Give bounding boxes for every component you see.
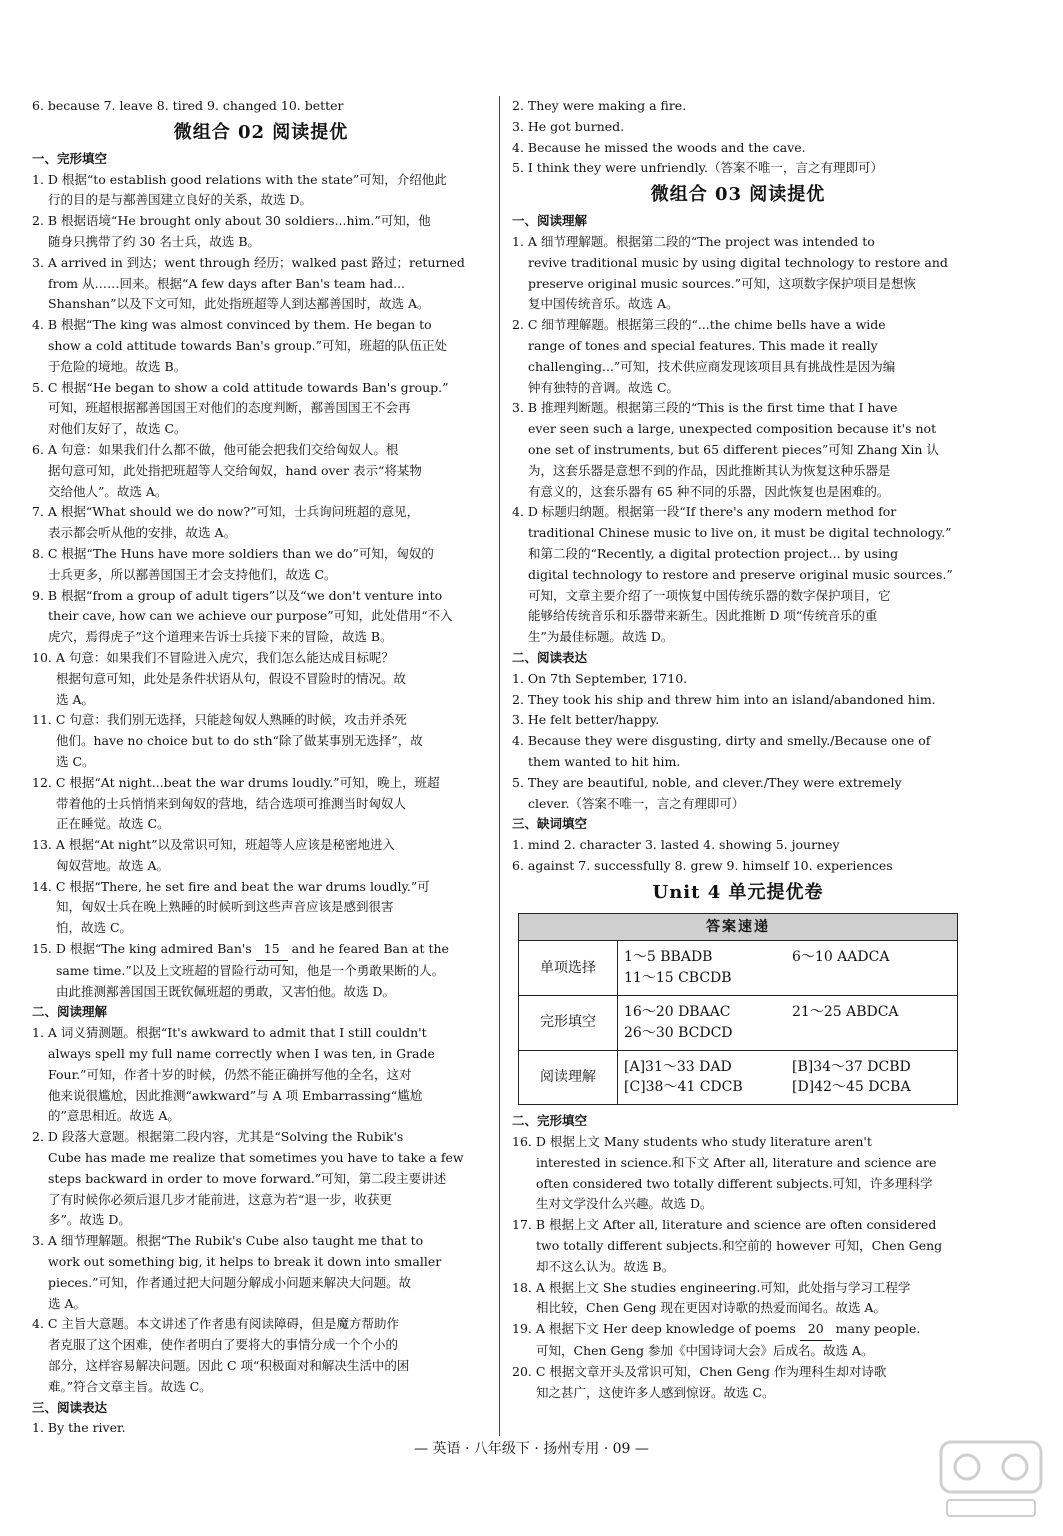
text-line: 5. They are beautiful, noble, and clever./They were extremely	[512, 774, 902, 790]
text-line: 1. mind 2. character 3. lasted 4. showing 5. journey	[512, 837, 840, 853]
text-line: revive traditional music by using digital technology to restore and	[528, 254, 948, 270]
text-line: 10. A 句意：如果我们不冒险进入虎穴，我们怎么能达成目标呢？	[32, 649, 394, 665]
text-line: 却不这么认为。故选 B。	[536, 1258, 675, 1274]
text-line: 正在睡觉。故选 C。	[56, 816, 170, 832]
text-line: 2. D 段落大意题。根据第二段内容，尤其是“Solving the Rubik's	[32, 1129, 404, 1145]
text-line: 选 A。	[48, 1295, 87, 1311]
watermark-logo	[937, 1436, 1045, 1522]
text-line: 1. A 词义猜测题。根据“It's awkward to admit that I still couldn't	[32, 1025, 427, 1041]
right-top-block	[512, 96, 964, 909]
column-divider	[499, 96, 500, 1436]
answer-cell: 26～30 BCDCD	[624, 1024, 733, 1041]
text-line: 据句意可知，此处指把班超等人交给匈奴，hand over 表示“将某物	[48, 462, 422, 478]
text-line: 18. A 根据上文 She studies engineering.可知，此处指与学习工程学	[512, 1279, 911, 1295]
text-line: 选 A。	[56, 691, 95, 707]
text-line: 20. C 根据文章开头及常识可知，Chen Geng 作为理科生却对诗歌	[512, 1363, 887, 1379]
text-line: 可知，文章主要介绍了一项恢复中国传统乐器的数字保护项目，它	[528, 587, 891, 603]
text-line: 6. against 7. successfully 8. grew 9. himself 10. experiences	[512, 857, 893, 873]
text-line: 1. On 7th September, 1710.	[512, 670, 688, 686]
text-line: Cube has made me realize that sometimes you have to take a few	[48, 1150, 464, 1166]
text-line: preserve original music sources.”可知，这项数字保护项目是想恢	[528, 275, 917, 291]
blank-underline: 15	[256, 939, 288, 961]
answer-cell: [B]34～37 DCBD	[792, 1058, 911, 1075]
subsection-title: 三、阅读表达	[32, 1399, 108, 1415]
left-column	[32, 96, 490, 1439]
row-label: 单项选择	[519, 941, 618, 996]
text-line: 7. A 根据“What should we do now?”可知，士兵询问班超的意见，	[32, 504, 420, 520]
answer-cell: [C]38～41 CDCB	[624, 1079, 743, 1096]
text-line: 怕，故选 C。	[56, 920, 133, 936]
text-line: 13. A 根据“At night”以及常识可知，班超等人应该是秘密地进入	[32, 837, 396, 853]
text-line: 选 C。	[56, 753, 95, 769]
text-line: clever.（答案不唯一，言之有理即可）	[528, 795, 745, 811]
text-line: 3. A 细节理解题。根据“The Rubik's Cube also taught me that to	[32, 1233, 424, 1249]
text-line: pieces.”可知，作者通过把大问题分解成小问题来解决大问题。故	[48, 1274, 412, 1290]
text-line: work out something big, it helps to break it down into smaller	[48, 1254, 442, 1270]
table-row	[519, 941, 958, 996]
text-line: 生”为最佳标题。故选 D。	[528, 629, 674, 645]
text-line: same time.”以及上文班超的冒险行动可知，他是一个勇敢果断的人。	[56, 962, 445, 978]
text-line: 由此推测鄯善国国王既钦佩班超的勇敢，又害怕他。故选 D。	[56, 983, 395, 999]
text-line: often considered two totally different subjects.可知，许多理科学	[536, 1175, 933, 1191]
text-line: Shanshan”以及下文可知，此处指班超等人到达鄯善国时，故选 A。	[48, 296, 430, 312]
blank-underline: 20	[800, 1319, 832, 1341]
section-heading: Unit 4 单元提优卷	[652, 881, 824, 903]
text-line: 4. D 标题归纳题。根据第一段“If there's any modern method for	[512, 504, 897, 520]
text-line: show a cold attitude towards Ban's group.”可知，班超的队伍正处	[48, 337, 448, 353]
subsection-title: 二、完形填空	[512, 1113, 588, 1129]
text-line: 钟有独特的音调。故选 C。	[528, 379, 680, 395]
text-line: always spell my full name correctly when I was ten, in Grade	[48, 1046, 435, 1062]
text-line-with-blank: 15. D 根据“The king admired Ban's 15 and he feared Ban at the	[32, 939, 490, 961]
answer-cell: [D]42～45 DCBA	[792, 1079, 911, 1096]
text-line: 他们。have no choice but to do sth“除了做某事别无选择”，故	[56, 733, 423, 749]
row-label: 完形填空	[519, 996, 618, 1051]
text-line: 4. B 根据“The king was almost convinced by them. He began to	[32, 317, 432, 333]
text-line: traditional Chinese music to live on, it must be digital technology.”	[528, 525, 952, 541]
answer-cell: 11～15 CBCDB	[624, 970, 732, 987]
text-line: 生对文学没什么兴趣。故选 D。	[536, 1196, 713, 1212]
text-line: 能够给传统音乐和乐器带来新生。因此推断 D 项“传统音乐的重	[528, 608, 878, 624]
section-heading: 微组合 03 阅读提优	[650, 184, 826, 206]
text-line: 6. A 句意：如果我们什么都不做，他可能会把我们交给匈奴人。根	[32, 441, 399, 457]
text-line: 3. A arrived in 到达；went through 经历；walked past 路过；returned	[32, 254, 465, 270]
text-line: Four.”可知，作者十岁的时候，仍然不能正确拼写他的全名，这对	[48, 1066, 412, 1082]
subsection-title: 二、阅读表达	[512, 649, 588, 665]
text-line: 和第二段的“Recently, a digital protection project... by using	[528, 545, 899, 561]
text-line: 2. They took his ship and threw him into an island/abandoned him.	[512, 691, 936, 707]
text-line: 部分，这样容易解决问题。因此 C 项“积极面对和解决生活中的困	[48, 1358, 410, 1374]
text-line: 于危险的境地。故选 B。	[48, 358, 187, 374]
row-answers	[618, 1050, 958, 1105]
subsection-title: 二、阅读理解	[32, 1004, 108, 1020]
text-line: 16. D 根据上文 Many students who study literature aren't	[512, 1134, 872, 1150]
text-line: 根据句意可知，此处是条件状语从句，假设不冒险时的情况。故	[56, 670, 407, 686]
text-line: 行的目的是与鄯善国建立良好的关系，故选 D。	[48, 192, 312, 208]
text-line: 复中国传统音乐。故选 A。	[528, 296, 679, 312]
answer-cell: [A]31～33 DAD	[624, 1058, 732, 1075]
text-line: 可知，班超根据鄯善国国王对他们的态度判断，鄯善国国王不会再	[48, 400, 411, 416]
text-line: 8. C 根据“The Huns have more soldiers than we do”可知，匈奴的	[32, 545, 434, 561]
text-line: 为，这套乐器是意想不到的作品，因此推断其认为恢复这种乐器是	[528, 462, 891, 478]
answer-table	[518, 913, 958, 1106]
text-line: one set of instruments, but 65 different pieces”可知 Zhang Xin 认	[528, 441, 939, 457]
answer-cell: 16～20 DBAAC	[624, 1004, 731, 1021]
text-line: 可知，Chen Geng 参加《中国诗词大会》后成名。故选 A。	[536, 1343, 874, 1359]
text-line: 17. B 根据上文 After all, literature and science are often considered	[512, 1217, 937, 1233]
row-answers	[618, 941, 958, 996]
text-line: 虎穴，焉得虎子”这个道理来告诉士兵接下来的冒险，故选 B。	[48, 629, 393, 645]
text-line: 11. C 句意：我们别无选择，只能趁匈奴人熟睡的时候，攻击并杀死	[32, 712, 407, 728]
text-line: 3. He got burned.	[512, 118, 625, 134]
text-line: 1. By the river.	[32, 1420, 126, 1436]
section-heading: 微组合 02 阅读提优	[173, 121, 349, 143]
table-row	[519, 1050, 958, 1105]
text-line: 他来说很尴尬，因此推测“awkward”与 A 项 Embarrassing“尴尬	[48, 1087, 423, 1103]
text-line: interested in science.和下文 After all, literature and science are	[536, 1154, 937, 1170]
text-line: 1. A 细节理解题。根据第二段的“The project was intended to	[512, 233, 875, 249]
text-line: from 从……回来。根据“A few days after Ban's team had...	[48, 275, 406, 291]
text-line: their cave, how can we achieve our purpose”可知，此处借用“不入	[48, 608, 453, 624]
text-line: 匈奴营地。故选 A。	[56, 857, 170, 873]
text-line: challenging...”可知，技术供应商发现该项目具有挑战性是因为编	[528, 358, 896, 374]
subsection-title: 三、缺词填空	[512, 816, 588, 832]
text-line: 表示都会听从他的安排，故选 A。	[48, 525, 237, 541]
text-line: range of tones and special features. This made it really	[528, 337, 878, 353]
text-line: 5. C 根据“He began to show a cold attitude towards Ban's group.”	[32, 379, 449, 395]
right-column	[512, 96, 964, 1403]
text-line: 4. C 主旨大意题。本文讲述了作者患有阅读障碍，但是魔方帮助作	[32, 1316, 399, 1332]
text-line: 4. Because they were disgusting, dirty and smelly./Because one of	[512, 733, 931, 749]
text-line: ever seen such a large, unexpected composition because it's not	[528, 421, 937, 437]
text-line: 带着他的士兵悄悄来到匈奴的营地，结合选项可推测当时匈奴人	[56, 795, 407, 811]
text-line-with-blank: 19. A 根据下文 Her deep knowledge of poems 20 many people.	[512, 1319, 964, 1341]
text-line: 2. They were making a fire.	[512, 98, 687, 113]
text-line: 2. C 细节理解题。根据第三段的“...the chime bells have a wide	[512, 317, 886, 333]
text-line: 6. because 7. leave 8. tired 9. changed 10. better	[32, 98, 344, 113]
text-line: 交给他人”。故选 A。	[48, 483, 168, 499]
text-line: 2. B 根据语境“He brought only about 30 soldiers...him.”可知，他	[32, 213, 431, 229]
text-line: 知之甚广，这使许多人感到惊讶。故选 C。	[536, 1384, 775, 1400]
row-answers	[618, 996, 958, 1051]
answer-cell: 1～5 BBADB	[624, 949, 713, 966]
text-line: 对他们友好了，故选 C。	[48, 421, 187, 437]
text-line: 有意义的，这套乐器有 65 种不同的乐器，因此恢复也是困难的。	[528, 483, 890, 499]
text-line: 随身只携带了约 30 名士兵，故选 B。	[48, 233, 261, 249]
subsection-title: 一、阅读理解	[512, 213, 588, 229]
answer-cell: 21～25 ABDCA	[792, 1004, 899, 1021]
text-line: two totally different subjects.和空前的 however 可知，Chen Geng	[536, 1238, 943, 1254]
text-line: 1. D 根据“to establish good relations with the state”可知，介绍他此	[32, 171, 447, 187]
text-line: them wanted to hit him.	[528, 753, 681, 769]
right-bottom-block	[512, 1111, 964, 1403]
text-line: 了有时候你必须后退几步才能前进，这意为若“退一步，收获更	[48, 1191, 392, 1207]
text-line: 3. He felt better/happy.	[512, 712, 660, 728]
text-line: 者克服了这个困难，使作者明白了要将大的事情分成一个个小的	[48, 1337, 399, 1353]
text-line: 多”。故选 D。	[48, 1212, 131, 1228]
text-line: 知，匈奴士兵在晚上熟睡的时候听到这些声音应该是感到很害	[56, 899, 394, 915]
text-line: 9. B 根据“from a group of adult tigers”以及“we don't venture into	[32, 587, 443, 603]
row-label: 阅读理解	[519, 1050, 618, 1105]
text-line: 难。”符合文章主旨。故选 C。	[48, 1378, 212, 1394]
text-line: 4. Because he missed the woods and the cave.	[512, 139, 806, 155]
text-line: digital technology to restore and preserve original music sources.”	[528, 566, 953, 582]
text-line: steps backward in order to move forward.”可知，第二段主要讲述	[48, 1170, 447, 1186]
text-line: 的”意思相近。故选 A。	[48, 1108, 180, 1124]
text-line: 5. I think they were unfriendly.（答案不唯一，言之有理即可）	[512, 160, 883, 176]
page-footer: — 英语 · 八年级下 · 扬州专用 · 09 —	[414, 1441, 649, 1457]
text-line: 3. B 推理判断题。根据第三段的“This is the first time that I have	[512, 400, 898, 416]
answer-cell: 6～10 AADCA	[792, 949, 890, 966]
subsection-title: 一、完形填空	[32, 150, 108, 166]
answer-table-header: 答案速递	[519, 913, 958, 941]
text-line: 14. C 根据“There, he set fire and beat the war drums loudly.”可	[32, 878, 430, 894]
table-row	[519, 996, 958, 1051]
text-line: 相比较，Chen Geng 现在更因对诗歌的热爱而闻名。故选 A。	[536, 1300, 886, 1316]
text-line: 士兵更多，所以鄯善国国王才会支持他们，故选 C。	[48, 566, 337, 582]
text-line: 12. C 根据“At night...beat the war drums loudly.”可知，晚上，班超	[32, 774, 440, 790]
